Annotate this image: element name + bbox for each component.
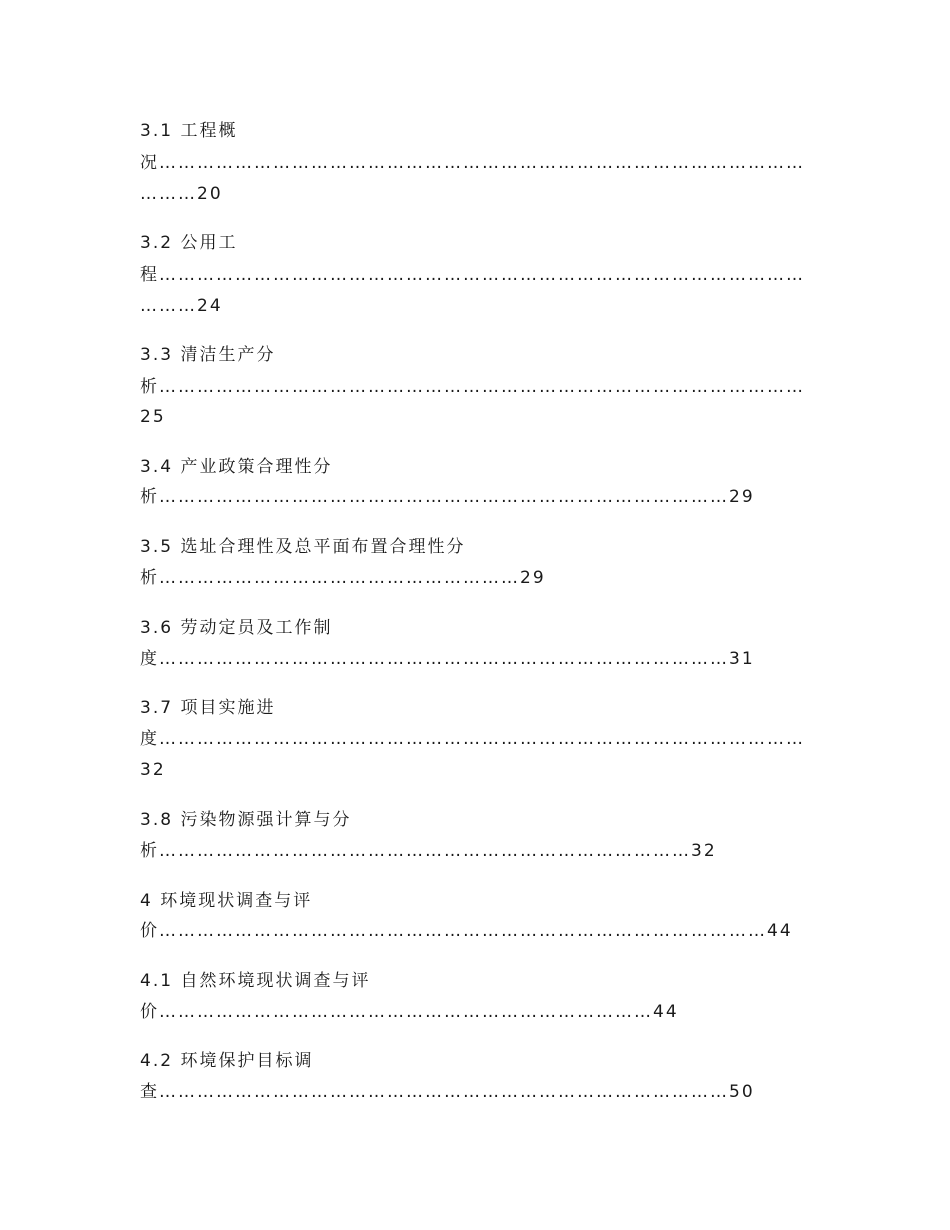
toc-entry-leader: 程………………………………………………………………………………………… (140, 265, 805, 285)
toc-entry-title: 4.2 环境保护目标调 (140, 1051, 314, 1071)
toc-entry-leader: 查………………………………………………………………………………50 (140, 1082, 755, 1102)
toc-entry-title: 3.2 公用工 (140, 233, 238, 253)
toc-entry-leader: 析………………………………………………………………………………29 (140, 487, 755, 507)
toc-entry-title: 4 环境现状调查与评 (140, 891, 313, 911)
toc-entry-title: 3.3 清洁生产分 (140, 345, 276, 365)
toc-entry-leader: 析…………………………………………………………………………32 (140, 841, 717, 861)
toc-entry-title: 4.1 自然环境现状调查与评 (140, 971, 371, 991)
toc-entry-leader: 析………………………………………………………………………………………… (140, 377, 805, 397)
toc-entry-title: 3.8 污染物源强计算与分 (140, 810, 352, 830)
toc-entry-page: ………20 (140, 184, 223, 204)
toc-entry-title: 3.5 选址合理性及总平面布置合理性分 (140, 537, 466, 557)
toc-entry-page: ………24 (140, 296, 223, 316)
toc-entry-title: 3.6 劳动定员及工作制 (140, 618, 333, 638)
toc-entry-leader: 况………………………………………………………………………………………… (140, 153, 805, 173)
toc-entry-leader: 度………………………………………………………………………………31 (140, 649, 755, 669)
toc-entry-page: 32 (140, 760, 166, 780)
toc-entry-leader: 价……………………………………………………………………44 (140, 1002, 679, 1022)
toc-entry-leader: 度………………………………………………………………………………………… (140, 729, 805, 749)
toc-entry-title: 3.1 工程概 (140, 121, 238, 141)
toc-entry-leader: 析…………………………………………………29 (140, 568, 546, 588)
toc-entry-leader: 价……………………………………………………………………………………44 (140, 921, 793, 941)
toc-entry-page: 25 (140, 407, 166, 427)
toc-entry-title: 3.7 项目实施进 (140, 698, 276, 718)
toc-entry-title: 3.4 产业政策合理性分 (140, 457, 333, 477)
